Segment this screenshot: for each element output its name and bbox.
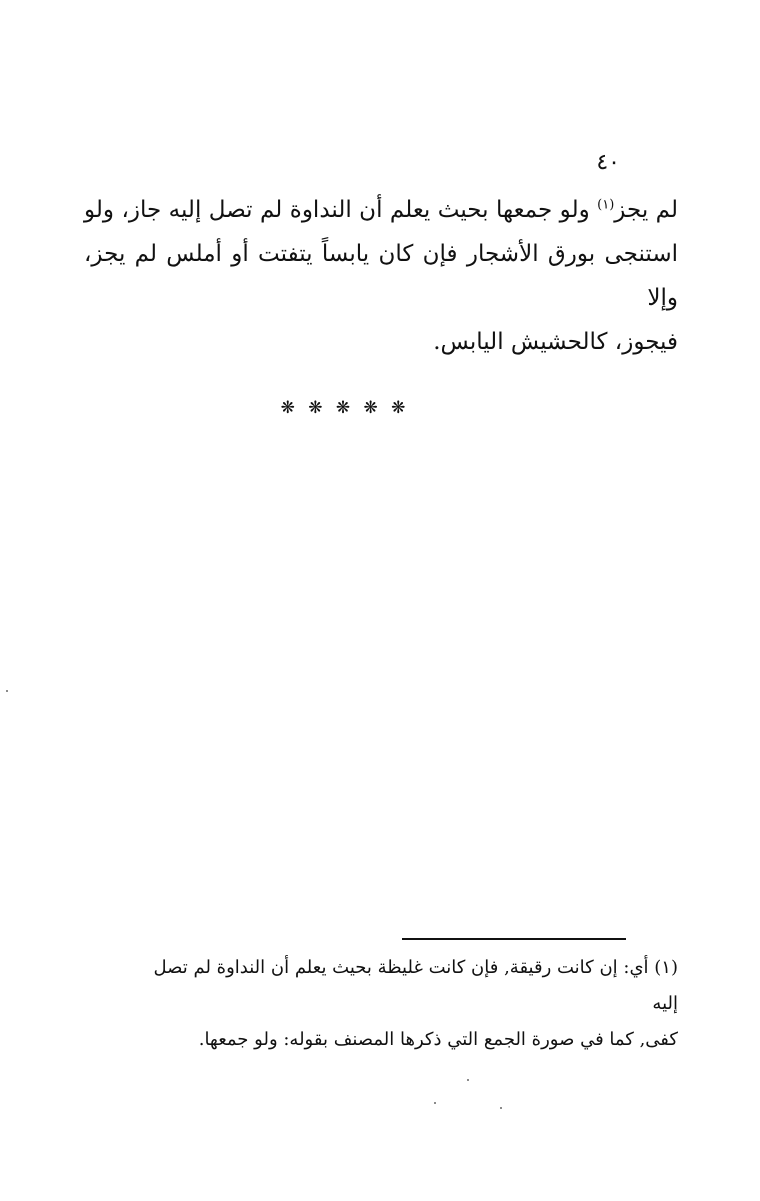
scan-speck bbox=[6, 690, 8, 692]
body-line-2: استنجى بورق الأشجار فإن كان يابساً يتفتت أو أملس لم يجز، وإلا bbox=[84, 241, 678, 311]
footnote-separator-rule bbox=[402, 938, 626, 940]
body-line-3: فيجوز، كالحشيش اليابس. bbox=[433, 329, 678, 355]
body-line-1-start: لم يجز bbox=[614, 197, 678, 223]
footnote-reference-marker: (١) bbox=[597, 197, 615, 213]
section-separator-ornament: ❋ ❋ ❋ ❋ ❋ bbox=[280, 398, 410, 418]
body-line-1-end: ولو جمعها بحيث يعلم أن النداوة لم تصل إليه جاز، ولو bbox=[84, 197, 598, 223]
footnote-line-1: (١) أي: إن كانت رقيقة, فإن كانت غليظة بحيث يعلم أن النداوة لم تصل إليه bbox=[153, 957, 678, 1014]
scan-speck bbox=[500, 1107, 502, 1109]
body-paragraph bbox=[84, 188, 678, 364]
body-line-1 bbox=[84, 188, 678, 232]
scan-speck bbox=[467, 1079, 469, 1081]
footnote-line-2: كفى, كما في صورة الجمع التي ذكرها المصنف بقوله: ولو جمعها. bbox=[198, 1029, 678, 1050]
page-number: ٤٠ bbox=[596, 150, 620, 175]
scan-speck bbox=[434, 1102, 436, 1104]
footnote bbox=[150, 950, 678, 1058]
